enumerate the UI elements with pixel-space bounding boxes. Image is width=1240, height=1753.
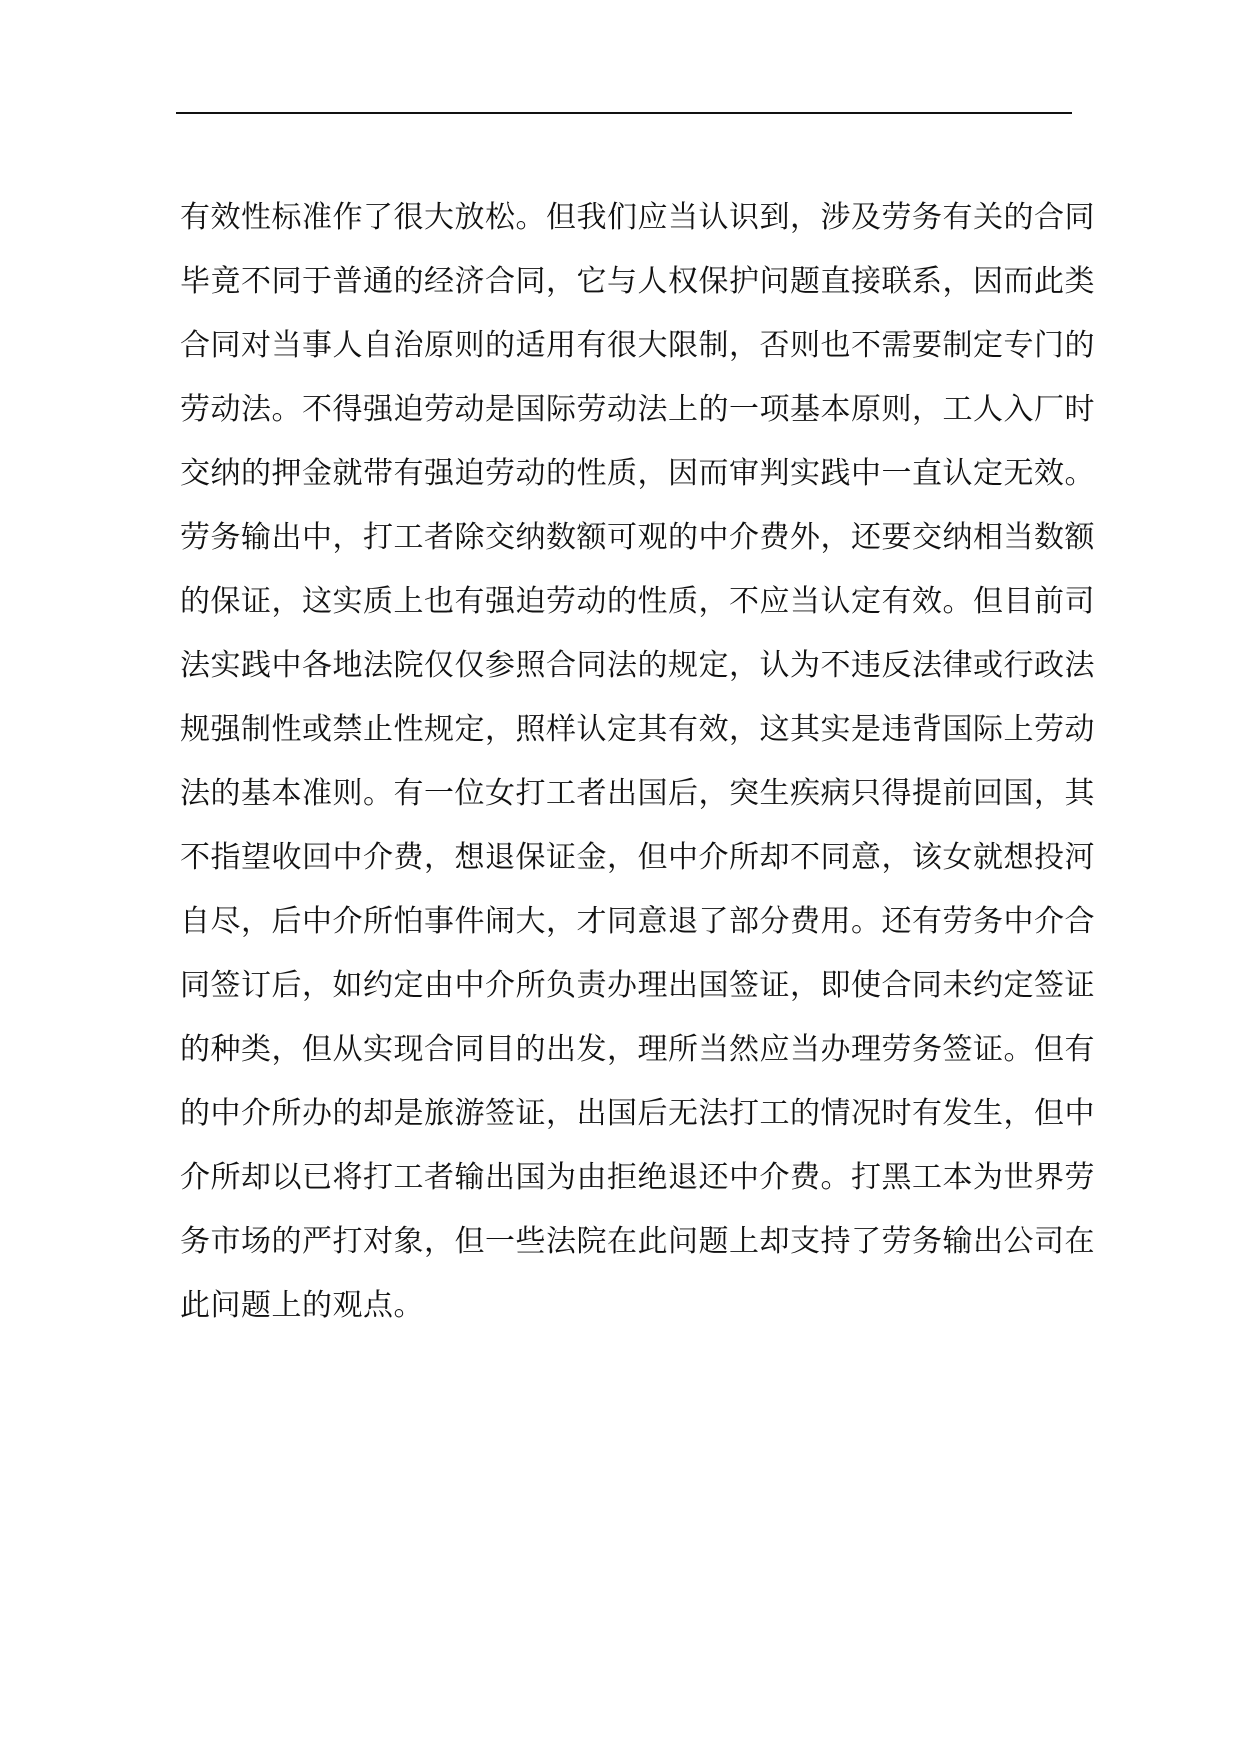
text-line: 交纳的押金就带有强迫劳动的性质，因而审判实践中一直认定无效。 — [180, 456, 1095, 491]
text-line: 的中介所办的却是旅游签证，出国后无法打工的情况时有发生，但中 — [180, 1096, 1095, 1131]
text-line: 自尽，后中介所怕事件闹大，才同意退了部分费用。还有劳务中介合 — [180, 904, 1095, 939]
text-line: 劳务输出中，打工者除交纳数额可观的中介费外，还要交纳相当数额 — [180, 520, 1095, 555]
text-line: 法的基本准则。有一位女打工者出国后，突生疾病只得提前回国，其 — [180, 776, 1095, 811]
text-line: 的保证，这实质上也有强迫劳动的性质，不应当认定有效。但目前司 — [180, 584, 1095, 619]
text-line: 有效性标准作了很大放松。但我们应当认识到，涉及劳务有关的合同 — [180, 200, 1095, 235]
text-line: 的种类，但从实现合同目的出发，理所当然应当办理劳务签证。但有 — [180, 1032, 1095, 1067]
text-line: 合同对当事人自治原则的适用有很大限制，否则也不需要制定专门的 — [180, 328, 1095, 363]
text-line-last: 此问题上的观点。 — [180, 1288, 424, 1323]
text-line: 劳动法。不得强迫劳动是国际劳动法上的一项基本原则，工人入厂时 — [180, 392, 1095, 427]
text-line: 规强制性或禁止性规定，照样认定其有效，这其实是违背国际上劳动 — [180, 712, 1095, 747]
text-line: 不指望收回中介费，想退保证金，但中介所却不同意，该女就想投河 — [180, 840, 1095, 875]
text-line: 同签订后，如约定由中介所负责办理出国签证，即使合同未约定签证 — [180, 968, 1095, 1003]
body-paragraph — [180, 186, 1095, 1338]
text-line: 介所却以已将打工者输出国为由拒绝退还中介费。打黑工本为世界劳 — [180, 1160, 1095, 1195]
text-line: 务市场的严打对象，但一些法院在此问题上却支持了劳务输出公司在 — [180, 1224, 1095, 1259]
text-line: 法实践中各地法院仅仅参照合同法的规定，认为不违反法律或行政法 — [180, 648, 1095, 683]
header-divider — [176, 112, 1072, 114]
text-line: 毕竟不同于普通的经济合同，它与人权保护问题直接联系，因而此类 — [180, 264, 1095, 299]
